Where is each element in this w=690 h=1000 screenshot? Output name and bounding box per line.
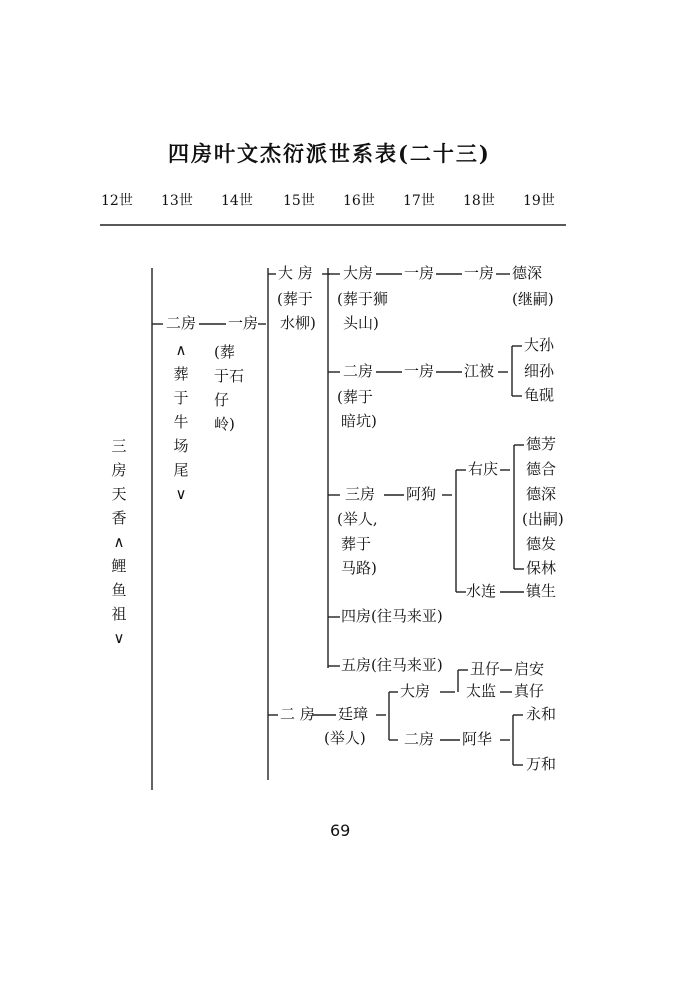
person-name: 二 房 — [280, 705, 315, 723]
person-name: 大房 — [400, 682, 431, 700]
gen16-branch-e: 五房(往马来亚) — [341, 656, 443, 674]
person-note: (举人, — [337, 510, 378, 528]
person-name: 龟砚 — [524, 386, 555, 404]
generation-label: 18世 — [463, 193, 495, 209]
person-note: 葬于 — [341, 535, 372, 553]
person-name: 一房 — [404, 264, 435, 282]
person-note: (出嗣) — [522, 510, 564, 528]
person-name: 丑仔 — [470, 660, 501, 678]
person-name: 太监 — [466, 682, 497, 700]
person-name: 德深 — [512, 264, 543, 282]
page-title: 四房叶文杰衍派世系表(二十三) — [168, 141, 491, 166]
person-note: (葬于 — [337, 388, 373, 406]
person-name: 江被 — [464, 362, 495, 380]
person-note: (举人) — [324, 729, 366, 747]
person-name: 阿狗 — [406, 485, 437, 503]
generation-label: 17世 — [403, 193, 435, 209]
person-note: 头山) — [343, 314, 379, 332]
person-note: 水柳) — [280, 314, 316, 332]
person-name: 一房 — [404, 362, 435, 380]
person-name: 启安 — [514, 660, 545, 678]
person-note: ∧葬于牛场尾∨ — [173, 341, 189, 503]
person-name: 三房天香 — [111, 437, 127, 527]
person-note: ∧鲤鱼祖∨ — [111, 533, 127, 647]
person-name: 保林 — [526, 559, 557, 577]
generation-label: 12世 — [101, 193, 133, 209]
generation-label: 19世 — [523, 193, 555, 209]
person-name: 永和 — [526, 705, 557, 723]
person-name: 二房 — [404, 730, 435, 748]
person-name: 阿华 — [462, 730, 493, 748]
person-name: 德发 — [526, 535, 557, 553]
generation-label: 16世 — [343, 193, 375, 209]
person-note: (葬于 — [277, 290, 313, 308]
generation-label: 14世 — [221, 193, 253, 209]
person-name: 万和 — [526, 755, 557, 773]
person-note: (葬于狮 — [337, 290, 388, 308]
person-name: 一房 — [228, 314, 259, 332]
person-name: 德合 — [526, 460, 557, 478]
person-name: 一房 — [464, 264, 495, 282]
person-name: 右庆 — [468, 460, 499, 478]
person-note: 暗坑) — [341, 412, 377, 430]
person-name: 镇生 — [526, 582, 557, 600]
person-note: (葬于石仔岭) — [214, 343, 245, 433]
person-note: (继嗣) — [512, 290, 554, 308]
person-name: 水连 — [466, 582, 497, 600]
person-note: 马路) — [341, 559, 377, 577]
gen16-branch-d: 四房(往马来亚) — [341, 607, 443, 625]
person-name: 二房 — [343, 362, 374, 380]
person-name: 廷璋 — [338, 705, 369, 723]
person-name: 真仔 — [514, 682, 545, 700]
person-name: 大 房 — [278, 264, 313, 282]
person-name: 细孙 — [524, 362, 555, 380]
person-name: 德深 — [526, 485, 557, 503]
person-name: 大房 — [343, 264, 374, 282]
person-name: 二房 — [166, 314, 197, 332]
generation-label: 13世 — [161, 193, 193, 209]
page-number: 69 — [330, 821, 351, 840]
person-name: 大孙 — [524, 336, 555, 354]
person-name: 德芳 — [526, 435, 557, 453]
person-name: 三房 — [345, 485, 376, 503]
generation-label: 15世 — [283, 193, 315, 209]
